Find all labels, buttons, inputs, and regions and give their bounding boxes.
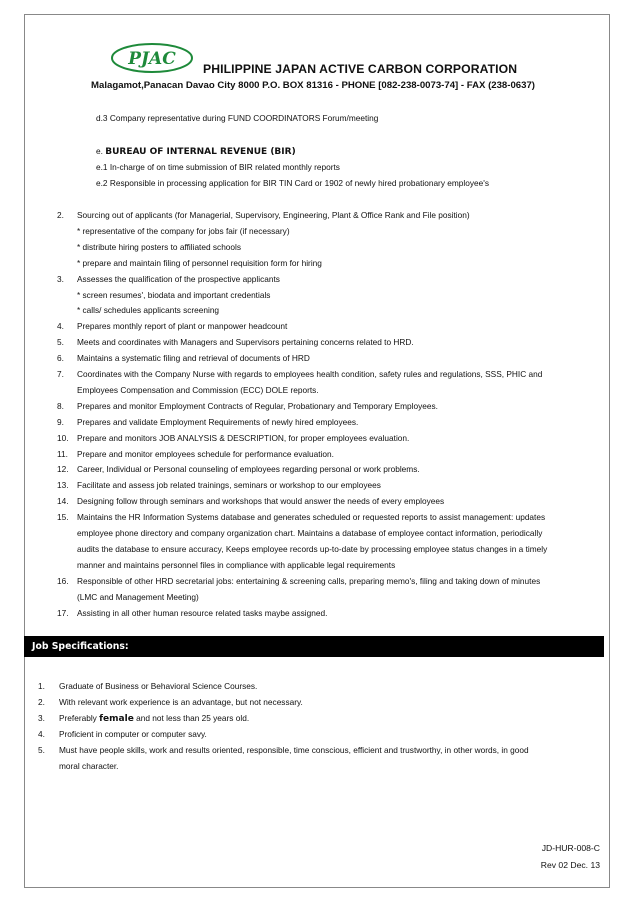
item-e-heading xyxy=(96,146,296,158)
duty-text: Maintains the HR Information Systems database and generates scheduled or requested reports to assist management: updates xyxy=(77,512,546,523)
duty-text: Prepare and monitors JOB ANALYSIS & DESCRIPTION, for proper employees evaluation. xyxy=(77,432,410,443)
duty-number: 11. xyxy=(57,448,68,459)
duty-text: (LMC and Management Meeting) xyxy=(77,591,199,602)
duty-text: Sourcing out of applicants (for Managerial, Supervisory, Engineering, Plant & Office Rank and File position) xyxy=(77,210,470,220)
spec-text xyxy=(59,713,249,725)
spec-text: Must have people skills, work and results oriented, responsible, time conscious, efficient and trustworthy, in other words, in good xyxy=(59,745,529,755)
duty-number: 12. xyxy=(57,464,69,475)
duty-text: Assisting in all other human resource related tasks maybe assigned. xyxy=(77,607,328,618)
duty-text: Prepare and monitor employees schedule for performance evaluation. xyxy=(77,448,334,459)
duty-text: Coordinates with the Company Nurse with regards to employees health condition, safety rules and regulations, SSS, PHIC and xyxy=(77,369,543,379)
pjac-logo xyxy=(110,42,194,74)
duty-number: 5. xyxy=(57,337,64,348)
item-d3: d.3 Company representative during FUND COORDINATORS Forum/meeting xyxy=(96,113,379,123)
spec-text: Proficient in computer or computer savy. xyxy=(59,729,207,739)
duty-number: 4. xyxy=(57,321,64,332)
duty-text: Employees Compensation and Commission (ECC) DOLE reports. xyxy=(77,384,319,395)
spec-text: With relevant work experience is an advantage, but not necessary. xyxy=(59,697,303,707)
duty-number: 17. xyxy=(57,607,69,618)
duty-number: 13. xyxy=(57,480,69,491)
duty-text: Career, Individual or Personal counseling of employees regarding personal or work problems. xyxy=(77,464,420,475)
duty-number: 15. xyxy=(57,512,69,523)
company-address: Malagamot,Panacan Davao City 8000 P.O. BOX 81316 - PHONE [082-238-0073-74] - FAX (238-0637) xyxy=(91,80,536,91)
duty-text: Prepares monthly report of plant or manpower headcount xyxy=(77,321,288,332)
duty-text: employee phone directory and company organization chart. Maintains a database of employee contact information, periodically xyxy=(77,528,543,538)
duty-number: 14. xyxy=(57,496,69,507)
duty-text: Maintains a systematic filing and retrieval of documents of HRD xyxy=(77,353,310,364)
duty-number: 8. xyxy=(57,400,64,411)
duty-text: audits the database to ensure accuracy, Keeps employee records up-to-date by processing employee status changes in a timely xyxy=(77,543,548,554)
logo-text: PJAC xyxy=(128,49,176,69)
spec-number: 4. xyxy=(38,729,45,739)
duty-subitem: * screen resumes', biodata and important credentials xyxy=(77,289,271,300)
duty-text: Designing follow through seminars and workshops that would answer the needs of every employees xyxy=(77,496,445,507)
item-e1: e.1 In-charge of on time submission of BIR related monthly reports xyxy=(96,162,340,172)
document-code: JD-HUR-008-C xyxy=(541,843,600,853)
duty-number: 7. xyxy=(57,369,64,379)
spec-text-pre: Preferably xyxy=(59,713,97,723)
duty-text: Prepares and validate Employment Requirements of newly hired employees. xyxy=(77,416,359,427)
spec-text: Graduate of Business or Behavioral Science Courses. xyxy=(59,681,258,691)
company-name: PHILIPPINE JAPAN ACTIVE CARBON CORPORATION xyxy=(203,62,518,76)
duty-text: manner and maintains personnel files in compliance with applicable legal requirements xyxy=(77,559,396,570)
revision-date: Rev 02 Dec. 13 xyxy=(540,860,600,870)
spec-text-continued: moral character. xyxy=(59,761,119,771)
spec-number: 2. xyxy=(38,697,45,707)
duty-number: 2. xyxy=(57,210,64,220)
duty-number: 6. xyxy=(57,353,64,364)
duty-subitem: * prepare and maintain filing of personnel requisition form for hiring xyxy=(77,257,322,268)
spec-text-post: and not less than 25 years old. xyxy=(136,713,250,723)
spec-number: 3. xyxy=(38,713,45,723)
item-e-title: BUREAU OF INTERNAL REVENUE (BIR) xyxy=(105,147,296,157)
duty-subitem: * distribute hiring posters to affiliated schools xyxy=(77,241,242,252)
duty-subitem: * calls/ schedules applicants screening xyxy=(77,305,220,316)
item-e-prefix: e. xyxy=(96,146,103,156)
job-specifications-title: Job Specifications: xyxy=(32,641,129,652)
duty-text: Meets and coordinates with Managers and Supervisors pertaining concerns related to HRD. xyxy=(77,337,414,348)
duty-text: Prepares and monitor Employment Contracts of Regular, Probationary and Temporary Employees. xyxy=(77,400,438,411)
duty-text: Assesses the qualification of the prospective applicants xyxy=(77,273,280,284)
duty-subitem: * representative of the company for jobs fair (if necessary) xyxy=(77,225,290,236)
duty-number: 16. xyxy=(57,575,69,586)
duty-number: 9. xyxy=(57,416,64,427)
item-e2: e.2 Responsible in processing application for BIR TIN Card or 1902 of newly hired probationary employee's xyxy=(96,178,489,188)
duty-number: 3. xyxy=(57,273,64,284)
spec-number: 5. xyxy=(38,745,45,755)
spec-number: 1. xyxy=(38,681,45,691)
duty-text: Responsible of other HRD secretarial jobs: entertaining & screening calls, preparing memo's, filing and taking down of minutes xyxy=(77,575,541,586)
duty-number: 10. xyxy=(57,432,69,443)
spec-text-bold: female xyxy=(99,714,134,724)
job-specifications-bar xyxy=(24,636,604,657)
duty-text: Facilitate and assess job related trainings, seminars or workshop to our employees xyxy=(77,480,381,491)
